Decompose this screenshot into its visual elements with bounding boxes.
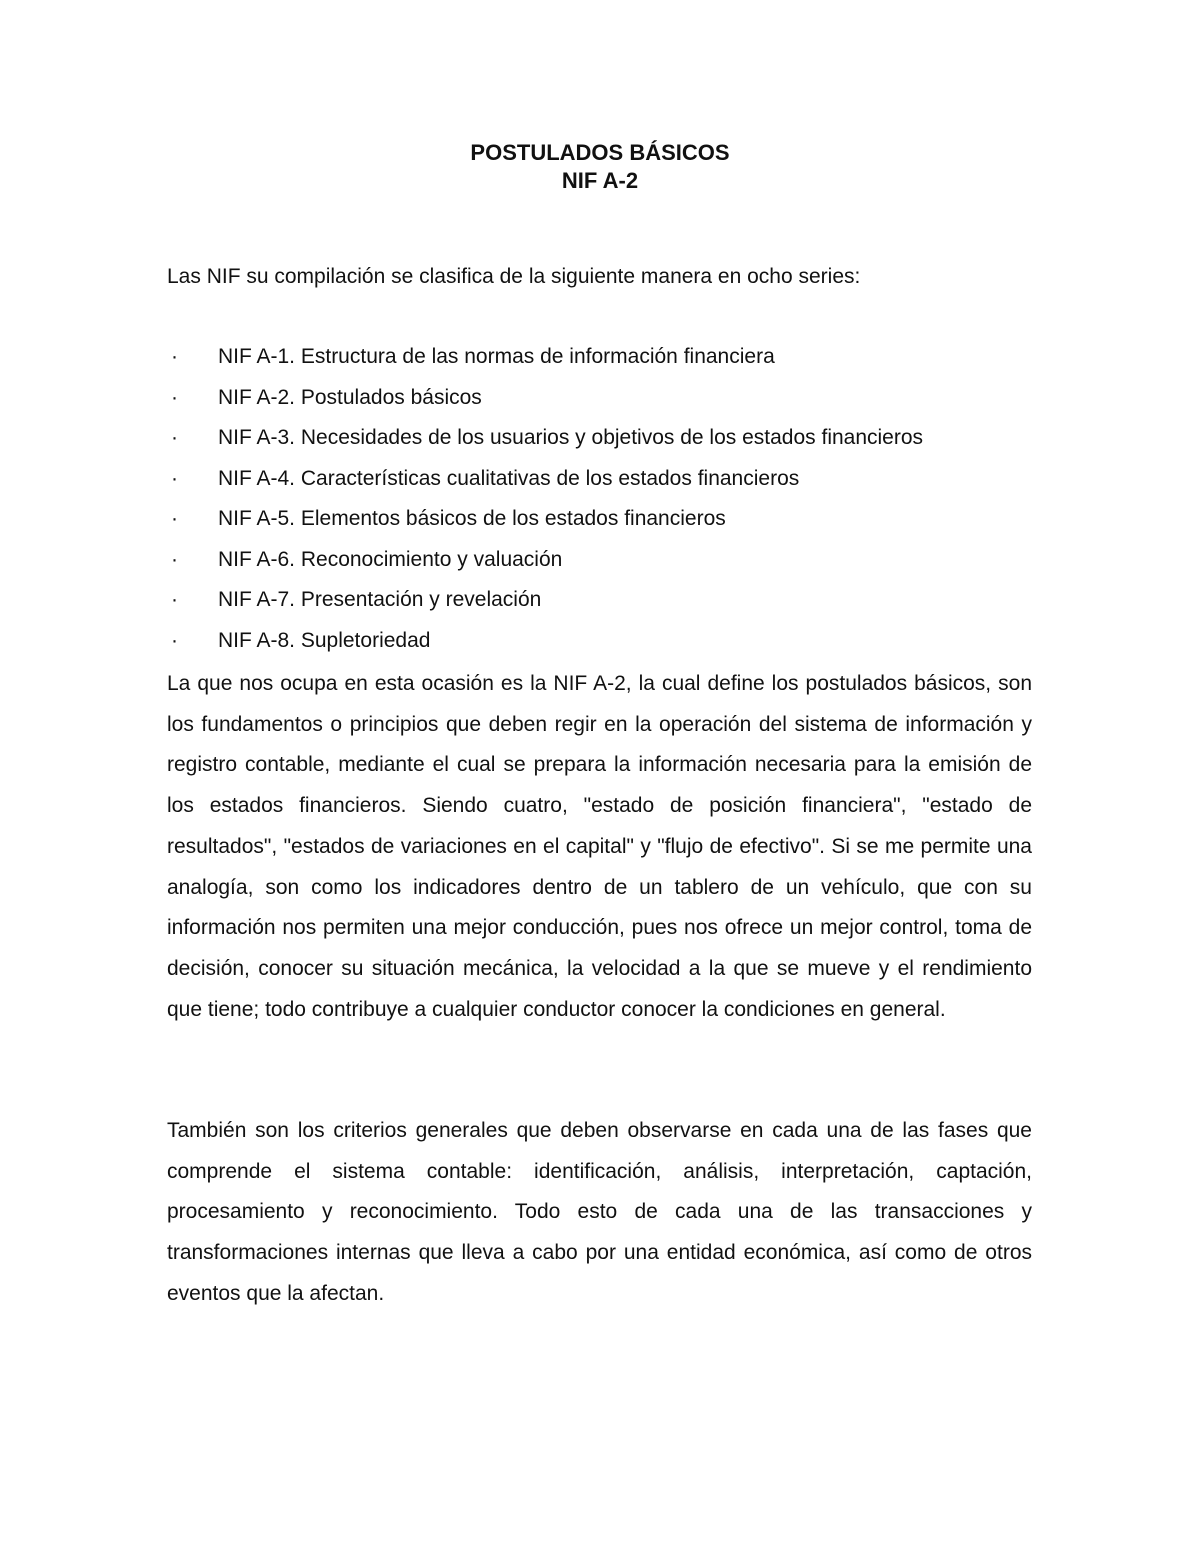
title-block (0, 139, 1200, 195)
list-item-text: NIF A-3. Necesidades de los usuarios y objetivos de los estados financieros (218, 426, 924, 449)
bullet-icon: · (171, 507, 178, 530)
list-item (167, 341, 1033, 382)
bullet-icon: · (171, 385, 178, 409)
bullet-icon: · (171, 426, 178, 449)
list-item-text: NIF A-5. Elementos básicos de los estados financieros (218, 507, 726, 530)
bullet-icon: · (171, 345, 178, 368)
list-item-text: NIF A-7. Presentación y revelación (218, 588, 542, 611)
bullet-icon: · (171, 547, 178, 571)
document-title: POSTULADOS BÁSICOS (470, 140, 730, 165)
list-item (167, 503, 1033, 544)
list-item-text: NIF A-2. Postulados básicos (218, 385, 482, 409)
intro-paragraph: Las NIF su compilación se clasifica de la siguiente manera en ocho series: (167, 265, 861, 288)
body-paragraph-1: La que nos ocupa en esta ocasión es la NIF A-2, la cual define los postulados básicos, son los fundamentos o principios que deben regir en la operación del sistema de información y registro contable, mediante el cual se prepara la información necesaria para la emisión de los estados financieros. Siendo cuatro, "estado de posición financiera", "estado de resultados", "estados de variaciones en el capital" y "flujo de efectivo". Si se me permite una analogía, son como los indicadores dentro de un tablero de un vehículo, que con su información nos permiten una mejor conducción, pues nos ofrece un mejor control, toma de decisión, conocer su situación mecánica, la velocidad a la que se mueve y el rendimiento que tiene; todo contribuye a cualquier conductor conocer la condiciones en general. (167, 672, 1032, 1021)
list-item-text: NIF A-8. Supletoriedad (218, 628, 431, 652)
list-item-text: NIF A-6. Reconocimiento y valuación (218, 547, 563, 571)
list-item (167, 625, 1033, 666)
nif-series-list (167, 341, 1033, 665)
list-item (167, 382, 1033, 423)
bullet-icon: · (171, 466, 178, 490)
list-item-text: NIF A-1. Estructura de las normas de información financiera (218, 345, 775, 368)
list-item-text: NIF A-4. Características cualitativas de los estados financieros (218, 466, 800, 490)
document-subtitle: NIF A-2 (561, 168, 639, 193)
list-item (167, 544, 1033, 585)
list-item (167, 422, 1033, 463)
bullet-icon: · (171, 628, 178, 652)
body-paragraph-2: También son los criterios generales que deben observarse en cada una de las fases que comprende el sistema contable: identificación, análisis, interpretación, captación, procesamiento y reconocimiento. Todo esto de cada una de las transacciones y transformaciones internas que lleva a cabo por una entidad económica, así como de otros eventos que la afectan. (167, 1119, 1032, 1305)
list-item (167, 463, 1033, 504)
list-item (167, 584, 1033, 625)
bullet-icon: · (171, 588, 178, 611)
